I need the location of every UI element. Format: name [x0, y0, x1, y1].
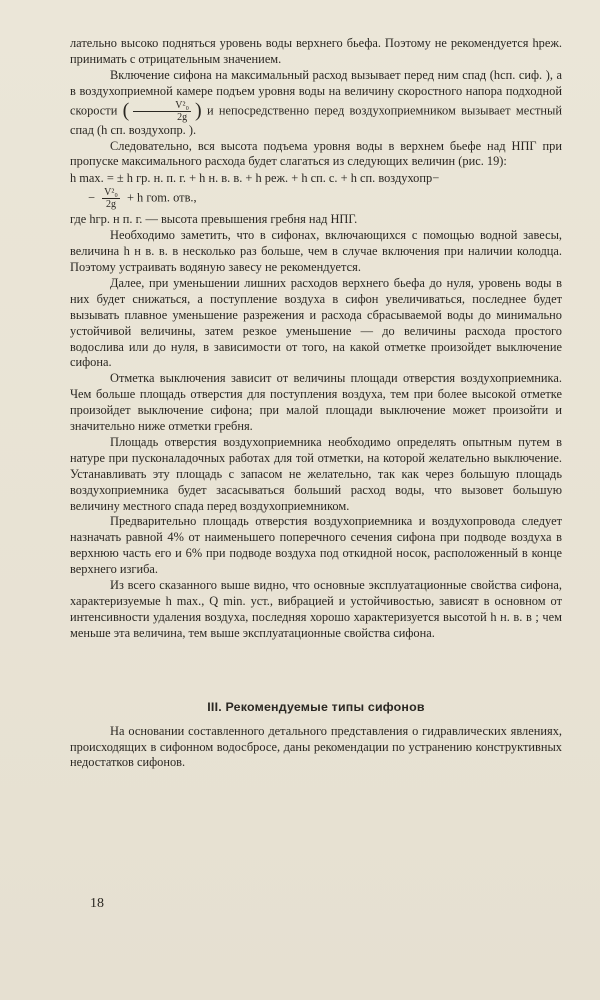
fraction-numerator: V²₀ — [133, 100, 191, 112]
paragraph-1: лательно высоко подняться уровень воды верхнего бьефа. Поэтому не рекомендуется hреж. принимать с отрицательным значением. — [70, 36, 562, 66]
formula-tail: + h гоm. отв., — [126, 190, 197, 205]
formula-line-1: h max. = ± h гр. н. п. г. + h н. в. в. + h реж. + h сп. с. + h сп. воздухопр− — [70, 171, 440, 186]
formula-minus: − — [88, 190, 95, 205]
paragraph-2-start: Включение сифона на максимальный расход вызывает перед ним спад (hсп. сиф. ), а в воздухоприемной камере подъем уровня воды на величину скоростного напора подходной скорости — [70, 67, 562, 117]
open-paren: ( — [122, 99, 130, 122]
paragraph-10: Из всего сказанного выше видно, что основные эксплуатационные свойства сифона, характеризуемые h max., Q min. уст., вибрацией и устойчивостью, зависят в основном от интенсивности удаления воздуха, последняя хорошо характеризуется высотой h н. в. в ; чем меньше эта величина, тем выше эксплуатационные свойства сифона. — [70, 578, 562, 640]
page-body — [70, 36, 562, 771]
page-number: 18 — [90, 896, 104, 911]
paragraph-4: где hгр. н п. г. — высота превышения гребня над НПГ. — [70, 212, 358, 227]
paragraph-11: На основании составленного детального представления о гидравлических явлениях, происходящих в сифонном водосбросе, даны рекомендации по устранению конструктивных недостатков сифонов. — [70, 723, 562, 770]
velocity-head-fraction — [133, 100, 191, 123]
paragraph-7: Отметка выключения зависит от величины площади отверстия воздухоприемника. Чем больше площадь отверстия для поступления воздуха, тем при более высокой отметке произойдет выключение сифона; при малой площади выключение может произойти и значительно ниже отметки гребня. — [70, 371, 562, 434]
fraction-denominator: 2g — [177, 111, 188, 123]
paragraph-3: Следовательно, вся высота подъема уровня воды в верхнем бьефе над НПГ при пропуске максимального расхода будет слагаться из следующих величин (рис. 19): — [70, 138, 562, 169]
paragraph-2-end: и непосредственно перед воздухоприемником вызывает местный спад (h сп. воздухопр. ). — [70, 102, 562, 137]
formula-fraction-numerator: V²₀ — [104, 187, 118, 199]
paragraph-6: Далее, при уменьшении лишних расходов верхнего бьефа до нуля, уровень воды в них будет снижаться, а поступление воздуха в сифон увеличиваться, последнее будет вызывать плавное уменьшение разрежения и расхода сбрасываемой воды до минимально устойчивой величины, затем резкое уменьшение — до величины расхода простого водослива или до нуля, в зависимости от того, на какой отметке произойдет выключение сифона. — [70, 275, 562, 370]
paragraph-5: Необходимо заметить, что в сифонах, включающихся с помощью водной завесы, величина h н в. в. в несколько раз больше, чем в случае включения при наличии колодца. Поэтому устраивать водяную завесу не рекомендуется. — [70, 228, 562, 274]
paragraph-8: Площадь отверстия воздухоприемника необходимо определять опытным путем в натуре при пусконаладочных работах для той отметки, на которой желательно выключение. Устанавливать эту площадь с запасом не желательно, так как через большую площадь воздухоприемника будет засасываться больший расход воды, что вызовет большую величину местного спада перед воздухоприемником. — [70, 434, 562, 513]
section-heading: III. Рекомендуемые типы сифонов — [207, 699, 425, 714]
paragraph-2 — [70, 68, 562, 139]
formula-line-2 — [70, 187, 562, 210]
paragraph-9: Предварительно площадь отверстия воздухоприемника и воздухопровода следует назначать равной 4% от наименьшего поперечного сечения сифона при подводе воздуха в верхнюю часть его и 6% при подводе воздуха под откидной носок, расположенный в конце верхнего изгиба. — [70, 514, 562, 577]
close-paren: ) — [195, 99, 202, 122]
formula-fraction-denominator: 2g — [105, 199, 116, 211]
formula-fraction — [102, 187, 120, 210]
